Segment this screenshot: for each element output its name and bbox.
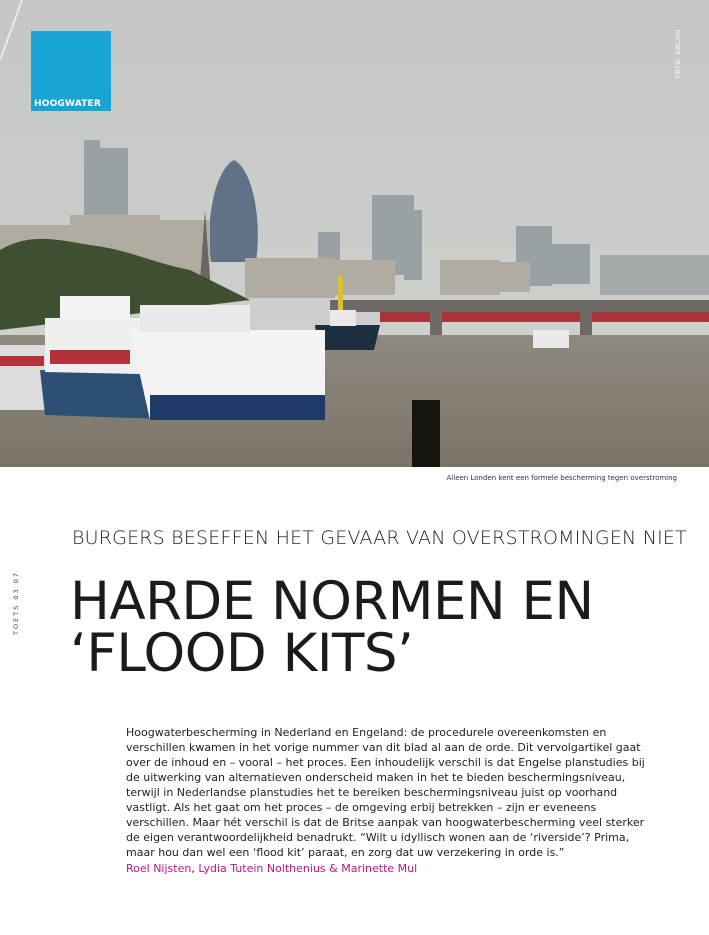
author-rest: Lydia Tutein Nolthenius & Marinette Mul bbox=[198, 862, 418, 875]
section-tag-label: HOOGWATER bbox=[34, 99, 102, 109]
article-intro: Hoogwaterbescherming in Nederland en Engeland: de procedurele overeenkomsten en verschillen kwamen in het vorige nummer van dit blad al aan de orde. Dit vervolgartikel gaat over de inhoud en – vooral – het proces. Een inhoudelijk verschil is dat Engelse planstudies bij de uitwerking van alternatieven onderscheid maken in het te bieden beschermingsniveau, terwijl in Nederlandse planstudies het te bereiken beschermingsniveau juist op voorhand vastligt. Als het gaat om het proces – de omgeving erbij betrekken – zijn er eveneens verschillen. Maar hét verschil is dat de Britse aanpak van hoogwaterbescherming veel sterker de eigen verantwoordelijkheid benadrukt. “Wilt u idyllisch wonen aan de ‘riverside’? Prima, maar hou dan wel een ‘flood kit’ paraat, en zorg dat uw verzekering in orde is.” bbox=[126, 726, 645, 859]
article-title-line-2: ‘FLOOD KITS’ bbox=[70, 623, 414, 684]
hero-photo bbox=[0, 0, 709, 467]
section-tag bbox=[31, 31, 111, 111]
article-subtitle: BURGERS BESEFFEN HET GEVAAR VAN OVERSTROMINGEN NIET bbox=[72, 527, 687, 549]
running-head: TOETS 03 07 bbox=[12, 571, 20, 635]
author-separator: , bbox=[191, 862, 199, 875]
article-authors bbox=[126, 861, 417, 876]
photo-credit: FOTO: SXC.HU bbox=[675, 29, 682, 78]
author-first: Roel Nijsten bbox=[126, 862, 192, 875]
article-title bbox=[70, 571, 594, 684]
photo-caption: Alleen Londen kent een formele bescherming tegen overstroming bbox=[446, 474, 677, 482]
article-title-line-1: HARDE NORMEN EN bbox=[70, 571, 594, 632]
